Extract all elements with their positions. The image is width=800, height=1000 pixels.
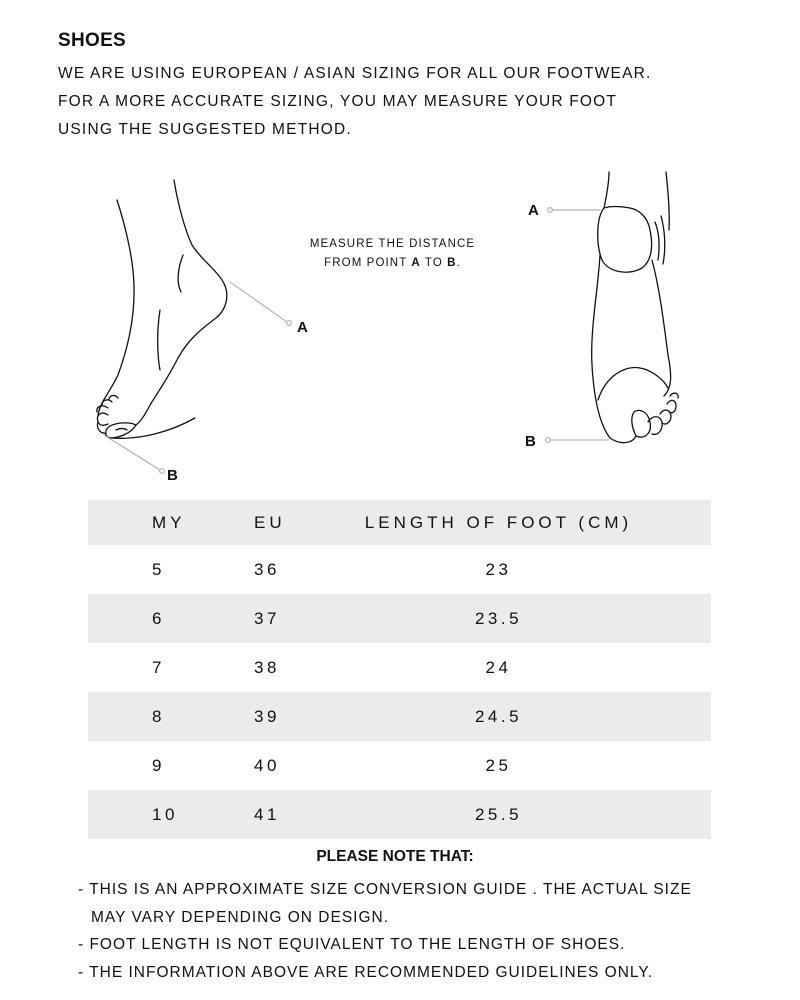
- side-point-b-label: B: [167, 467, 178, 484]
- note-text-continued: MAY VARY DEPENDING ON DESIGN.: [91, 908, 390, 926]
- cell-eu: 38: [254, 657, 280, 677]
- table-header-row: [88, 500, 711, 545]
- table-row: [88, 692, 711, 741]
- intro-text: [58, 60, 758, 144]
- page-title: SHOES: [58, 30, 127, 51]
- header-eu: EU: [254, 512, 286, 532]
- note-item: - THE INFORMATION ABOVE ARE RECOMMENDED GUIDELINES ONLY.: [78, 963, 654, 981]
- instruction-line-2: [290, 254, 495, 273]
- instruction-point-b: B: [447, 257, 457, 269]
- notes-section: [0, 848, 800, 981]
- instruction-text: TO: [420, 257, 448, 269]
- intro-line: WE ARE USING EUROPEAN / ASIAN SIZING FOR ALL OUR FOOTWEAR.: [58, 65, 652, 82]
- sole-point-b-label: B: [525, 433, 536, 450]
- foot-side-icon: [97, 180, 227, 438]
- cell-my: 9: [152, 755, 165, 775]
- intro-line: FOR A MORE ACCURATE SIZING, YOU MAY MEASURE YOUR FOOT: [58, 93, 618, 110]
- intro-line: USING THE SUGGESTED METHOD.: [58, 121, 352, 138]
- cell-my: 7: [152, 657, 165, 677]
- cell-length: 23.5: [474, 608, 523, 628]
- note-item: [78, 876, 778, 931]
- note-item: - FOOT LENGTH IS NOT EQUIVALENT TO THE LENGTH OF SHOES.: [78, 936, 626, 953]
- cell-my: 8: [152, 706, 165, 726]
- cell-eu: 41: [254, 804, 280, 824]
- table-row: [88, 545, 711, 594]
- instruction-line-1: MEASURE THE DISTANCE: [309, 238, 476, 250]
- sole-point-a-label: A: [528, 202, 539, 219]
- cell-eu: 39: [254, 706, 280, 726]
- table-row: [88, 594, 711, 643]
- table-row: [88, 643, 711, 692]
- instruction-point-a: A: [411, 257, 421, 269]
- cell-eu: 40: [254, 755, 280, 775]
- instruction-text: FROM POINT: [324, 257, 412, 269]
- measure-instruction: [290, 235, 495, 273]
- notes-title: PLEASE NOTE THAT:: [316, 848, 474, 865]
- cell-length: 25.5: [474, 804, 523, 824]
- note-text: - THIS IS AN APPROXIMATE SIZE CONVERSION GUIDE . THE ACTUAL SIZE: [78, 881, 692, 898]
- cell-eu: 36: [254, 559, 280, 579]
- cell-eu: 37: [254, 608, 280, 628]
- notes-list: [78, 876, 778, 986]
- instruction-text: .: [456, 257, 461, 269]
- cell-my: 10: [152, 804, 178, 824]
- cell-length: 24.5: [474, 706, 523, 726]
- measurement-illustration: [0, 160, 800, 500]
- side-point-a-label: A: [297, 319, 308, 336]
- cell-length: 25: [485, 755, 512, 775]
- cell-length: 23: [485, 559, 512, 579]
- cell-my: 6: [152, 608, 165, 628]
- size-chart-table: [88, 500, 711, 839]
- cell-my: 5: [152, 559, 165, 579]
- table-row: [88, 741, 711, 790]
- cell-length: 24: [485, 657, 512, 677]
- side-pointer-lines: [104, 282, 291, 473]
- table-row: [88, 790, 711, 839]
- foot-sole-icon: [592, 172, 678, 443]
- header-my: MY: [152, 512, 186, 532]
- header-length: LENGTH OF FOOT (CM): [364, 512, 633, 532]
